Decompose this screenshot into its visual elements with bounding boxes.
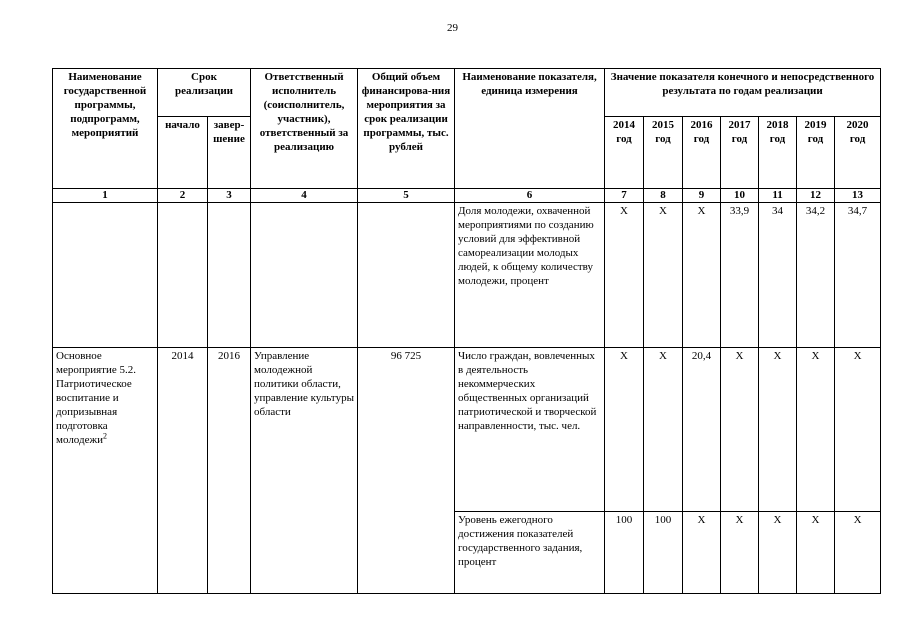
- value-cell: Х: [644, 203, 683, 348]
- header-year: 2019 год: [797, 117, 835, 189]
- value-cell: 33,9: [721, 203, 759, 348]
- program-table: [52, 68, 881, 594]
- column-number: 12: [797, 189, 835, 203]
- header-start: начало: [158, 117, 208, 189]
- value-cell: Х: [797, 348, 835, 512]
- start-cell: [158, 203, 208, 348]
- program-name-cell: [53, 348, 158, 594]
- financing-cell: [358, 203, 455, 348]
- column-number: 7: [605, 189, 644, 203]
- column-number: 2: [158, 189, 208, 203]
- table-row: [53, 348, 881, 512]
- page-number: 29: [447, 22, 458, 34]
- header-term: Срок реализации: [158, 69, 251, 117]
- value-cell: Х: [797, 512, 835, 594]
- executor-cell: Управление молодежной политики области, управление культуры области: [251, 348, 358, 594]
- start-cell: 2014: [158, 348, 208, 594]
- end-cell: [208, 203, 251, 348]
- value-cell: 100: [605, 512, 644, 594]
- value-cell: 34: [759, 203, 797, 348]
- header-end: завер-шение: [208, 117, 251, 189]
- column-number: 5: [358, 189, 455, 203]
- header-year: 2017 год: [721, 117, 759, 189]
- column-number: 3: [208, 189, 251, 203]
- value-cell: 100: [644, 512, 683, 594]
- column-number: 1: [53, 189, 158, 203]
- header-year: 2020 год: [835, 117, 881, 189]
- value-cell: 34,7: [835, 203, 881, 348]
- header-values: Значение показателя конечного и непосредственного результата по годам реализации: [605, 69, 881, 117]
- header-program-name: Наименование государственной программы, подпрограмм, мероприятий: [53, 69, 158, 189]
- value-cell: 34,2: [797, 203, 835, 348]
- column-number: 4: [251, 189, 358, 203]
- table-header: [53, 69, 881, 203]
- header-year: 2014 год: [605, 117, 644, 189]
- column-number: 13: [835, 189, 881, 203]
- column-number: 11: [759, 189, 797, 203]
- footnote-marker: 2: [102, 431, 107, 441]
- column-number: 8: [644, 189, 683, 203]
- value-cell: Х: [721, 348, 759, 512]
- program-name-text: Основное мероприятие 5.2. Патриотическое воспитание и допризывная подготовка молодежи: [56, 350, 137, 446]
- value-cell: Х: [835, 512, 881, 594]
- value-cell: Х: [605, 203, 644, 348]
- value-cell: Х: [683, 512, 721, 594]
- header-financing: Общий объем финансирова-ния мероприятия за срок реализации программы, тыс. рублей: [358, 69, 455, 189]
- value-cell: 20,4: [683, 348, 721, 512]
- value-cell: Х: [605, 348, 644, 512]
- indicator-cell: Доля молодежи, охваченной мероприятиями по созданию условий для эффективной самореализации молодых людей, к общему количеству молодежи, процент: [455, 203, 605, 348]
- end-cell: 2016: [208, 348, 251, 594]
- value-cell: Х: [835, 348, 881, 512]
- program-name-cell: [53, 203, 158, 348]
- column-number: 10: [721, 189, 759, 203]
- header-indicator: Наименование показателя, единица измерения: [455, 69, 605, 189]
- indicator-cell: Уровень ежегодного достижения показателей государственного задания, процент: [455, 512, 605, 594]
- value-cell: Х: [759, 348, 797, 512]
- indicator-cell: Число граждан, вовлеченных в деятельность некоммерческих общественных организаций патриотической и творческой направленности, тыс. чел.: [455, 348, 605, 512]
- header-executor: Ответственный исполнитель (соисполнитель, участник), ответственный за реализацию: [251, 69, 358, 189]
- column-numbers-row: [53, 189, 881, 203]
- value-cell: Х: [683, 203, 721, 348]
- executor-cell: [251, 203, 358, 348]
- value-cell: Х: [759, 512, 797, 594]
- header-year: 2016 год: [683, 117, 721, 189]
- table-row: [53, 203, 881, 348]
- value-cell: Х: [644, 348, 683, 512]
- column-number: 9: [683, 189, 721, 203]
- value-cell: Х: [721, 512, 759, 594]
- column-number: 6: [455, 189, 605, 203]
- financing-cell: 96 725: [358, 348, 455, 594]
- header-year: 2015 год: [644, 117, 683, 189]
- header-year: 2018 год: [759, 117, 797, 189]
